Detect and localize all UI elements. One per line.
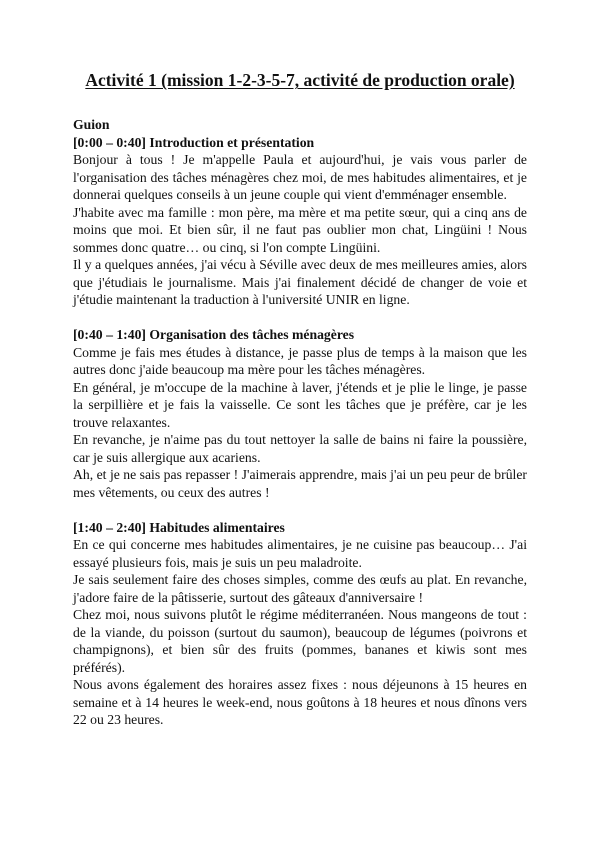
section-spacer <box>73 501 527 519</box>
section-introduction <box>73 134 527 309</box>
guion-label: Guion <box>73 117 110 132</box>
section-heading: [0:40 – 1:40] Organisation des tâches ménagères <box>73 327 355 342</box>
document-title: Activité 1 (mission 1-2-3-5-7, activité de production orale) <box>85 70 515 90</box>
paragraph: Je sais seulement faire des choses simples, comme des œufs au plat. En revanche, j'adore faire de la pâtisserie, surtout des gâteaux d'anniversaire ! <box>73 572 527 605</box>
section-household-tasks <box>73 326 527 501</box>
paragraph: Comme je fais mes études à distance, je passe plus de temps à la maison que les autres donc j'aide beaucoup ma mère pour les tâches ménagères. <box>73 344 527 377</box>
section-heading: [1:40 – 2:40] Habitudes alimentaires <box>73 519 285 535</box>
paragraph: J'habite avec ma famille : mon père, ma mère et ma petite sœur, qui a cinq ans de moins que moi. Et bien sûr, il ne faut pas oublier mon chat, Lingüini ! Nous sommes donc quatre… ou cinq, si l'on compte Lingüini. <box>73 204 527 255</box>
section-spacer <box>73 309 527 327</box>
paragraph: Il y a quelques années, j'ai vécu à Séville avec deux de mes meilleures amies, alors que j'étudiais le journalisme. Mais j'ai finalement décidé de changer de voie et j'étudie maintenant la traduction à l'université UNIR en ligne. <box>73 257 527 307</box>
paragraph: En revanche, je n'aime pas du tout nettoyer la salle de bains ni faire la poussière, car je suis allergique aux acariens. <box>73 432 527 465</box>
paragraph: Bonjour à tous ! Je m'appelle Paula et aujourd'hui, je vais vous parler de l'organisation des tâches ménagères chez moi, de mes habitudes alimentaires, et je donnerai quelques conseils à un jeune couple qui vient d'emménager ensemble. <box>73 152 527 202</box>
paragraph: Ah, et je ne sais pas repasser ! J'aimerais apprendre, mais j'ai un peu peur de brûler mes vêtements, ou ceux des autres ! <box>73 467 527 500</box>
paragraph: Nous avons également des horaires assez fixes : nous déjeunons à 15 heures en semaine et à 14 heures le week-end, nous goûtons à 18 heures et nous dînons vers 22 ou 23 heures. <box>73 677 527 727</box>
document-body <box>73 116 527 729</box>
paragraph: En ce qui concerne mes habitudes alimentaires, je ne cuisine pas beaucoup… J'ai essayé plusieurs fois, mais je suis un peu maladroite. <box>73 537 527 570</box>
paragraph: Chez moi, nous suivons plutôt le régime méditerranéen. Nous mangeons de tout : de la viande, du poisson (surtout du saumon), beaucoup de légumes (poivrons et champignons), et bien sûr des fruits (pommes, bananes et kiwis sont mes préférés). <box>73 607 527 675</box>
paragraph: En général, je m'occupe de la machine à laver, j'étends et je plie le linge, je passe la serpillière et je fais la vaisselle. Ce sont les tâches que je préfère, car je les trouve relaxantes. <box>73 379 527 430</box>
section-heading: [0:00 – 0:40] Introduction et présentation <box>73 134 315 150</box>
section-eating-habits <box>73 519 527 729</box>
